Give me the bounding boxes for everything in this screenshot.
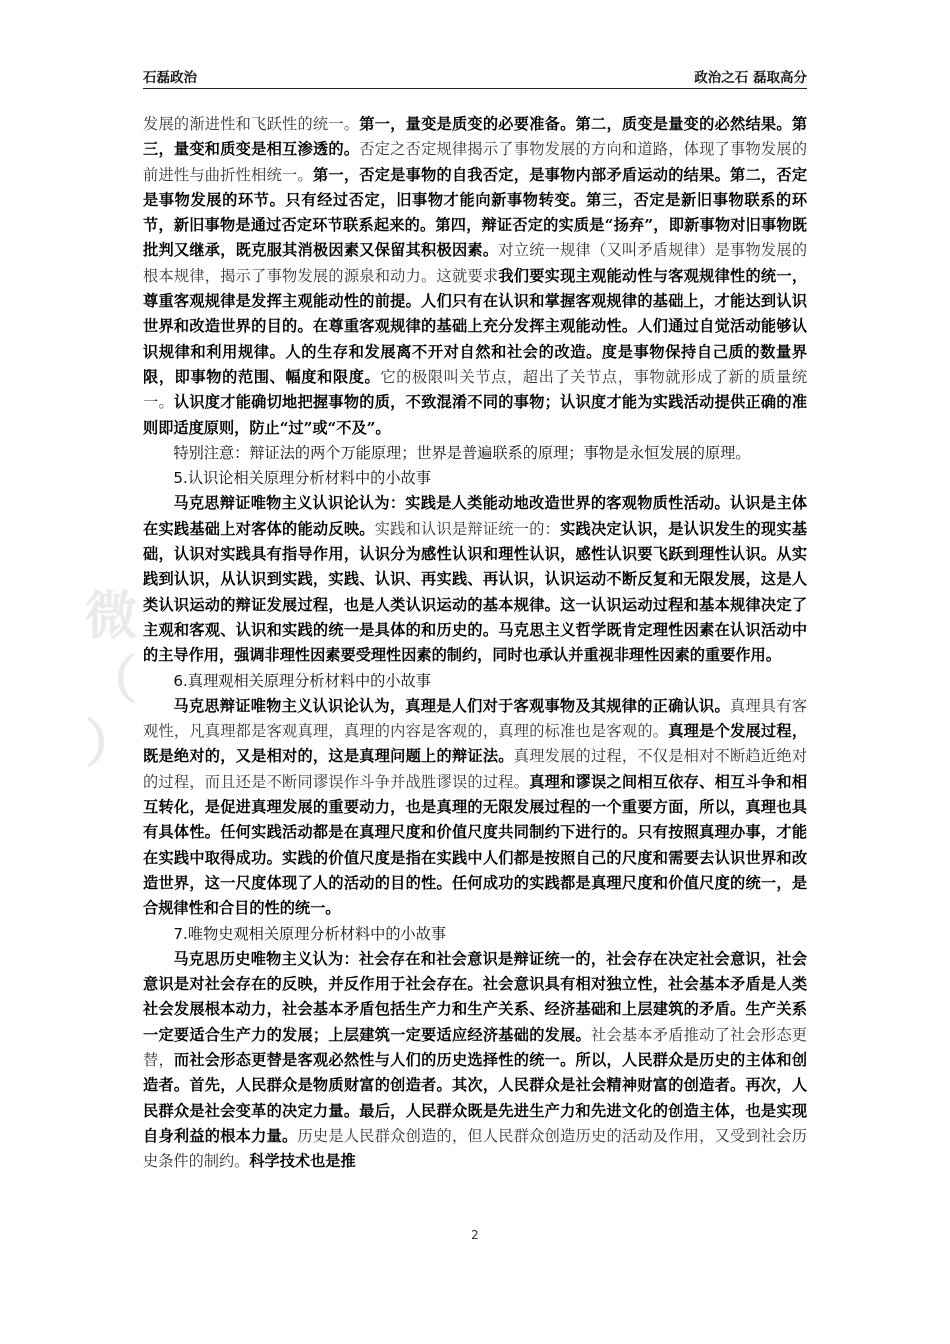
document-body xyxy=(143,112,807,1174)
watermark-line-2: （ xyxy=(85,651,138,711)
section-6-paragraph: 马克思辩证唯物主义认识论认为，真理是人们对于客观事物及其规律的正确认识。真理具有客观性，凡真理都是客观真理，真理的内容是客观的，真理的标准也是客观的。真理是个发展过程，既是绝对的，又是相对的，这是真理问题上的辩证法。真理发展的过程，不仅是相对不断趋近绝对的过程，而且还是不断同谬误作斗争并战胜谬误的过程。真理和谬误之间相互依存、相互斗争和相互转化，是促进真理发展的重要动力，也是真理的无限发展过程的一个重要方面，所以，真理也具有具体性。任何实践活动都是在真理尺度和价值尺度共同制约下进行的。只有按照真理办事，才能在实践中取得成功。实践的价值尺度是指在实践中人们都是按照自己的尺度和需要去认识世界和改造世界，这一尺度体现了人的活动的目的性。任何成功的实践都是真理尺度和价值尺度的统一，是合规律性和合目的性的统一。 xyxy=(143,696,808,918)
section-6-title: 6.真理观相关原理分析材料中的小故事 xyxy=(173,671,431,690)
watermark-line-3: ） xyxy=(85,715,138,775)
page-header xyxy=(143,62,807,89)
paragraph-dialectics-laws: 发展的渐进性和飞跃性的统一。第一，量变是质变的必要准备。第二，质变是量变的必然结果。第三，量变和质变是相互渗透的。否定之否定规律揭示了事物发展的方向和道路，体现了事物发展的前进性与曲折性相统一。第一，否定是事物的自我否定，是事物内部矛盾运动的结果。第二，否定是事物发展的环节。只有经过否定，旧事物才能向新事物转变。第三，否定是新旧事物联系的环节，新旧事物是通过否定环节联系起来的。第四，辩证否定的实质是“扬弃”，即新事物对旧事物既批判又继承，既克服其消极因素又保留其积极因素。对立统一规律（又叫矛盾规律）是事物发展的根本规律，揭示了事物发展的源泉和动力。这就要求我们要实现主观能动性与客观规律性的统一，尊重客观规律是发挥主观能动性的前提。人们只有在认识和掌握客观规律的基础上，才能达到认识世界和改造世界的目的。在尊重客观规律的基础上充分发挥主观能动性。人们通过自觉活动能够认识规律和利用规律。人的生存和发展离不开对自然和社会的改造。度是事物保持自己质的数量界限，即事物的范围、幅度和限度。它的极限叫关节点，超出了关节点，事物就形成了新的质量统一。认识度才能确切地把握事物的质，不致混淆不同的事物；认识度才能为实践活动提供正确的准则即适度原则，防止“过”或“不及”。 xyxy=(143,115,808,437)
section-5-paragraph: 马克思辩证唯物主义认识论认为：实践是人类能动地改造世界的客观物质性活动。认识是主体在实践基础上对客体的能动反映。实践和认识是辩证统一的：实践决定认识，是认识发生的现实基础，认识对实践具有指导作用，认识分为感性认识和理性认识，感性认识要飞跃到理性认识。从实践到认识，从认识到实践，实践、认识、再实践、再认识，认识运动不断反复和无限发展，这是人类认识运动的辩证发展过程，也是人类认识运动的基本规律。这一认识运动过程和基本规律决定了主观和客观、认识和实践的统一是具体的和历史的。马克思主义哲学既肯定理性因素在认识活动中的主导作用，强调非理性因素要受理性因素的制约，同时也承认并重视非理性因素的重要作用。 xyxy=(143,494,808,665)
watermark-line-1: 微 xyxy=(85,587,138,647)
header-left-title: 石磊政治 xyxy=(143,70,197,86)
header-right-slogan: 政治之石 磊取高分 xyxy=(694,70,807,86)
watermark xyxy=(85,585,137,777)
special-note: 特别注意：辩证法的两个万能原理；世界是普遍联系的原理；事物是永恒发展的原理。 xyxy=(173,443,751,462)
section-7-paragraph: 马克思历史唯物主义认为：社会存在和社会意识是辩证统一的，社会存在决定社会意识，社会意识是对社会存在的反映，并反作用于社会存在。社会意识具有相对独立性，社会基本矛盾是人类社会发展根本动力，社会基本矛盾包括生产力和生产关系、经济基础和上层建筑的矛盾。生产关系一定要适合生产力的发展；上层建筑一定要适应经济基础的发展。社会基本矛盾推动了社会形态更替，而社会形态更替是客观必然性与人们的历史选择性的统一。所以，人民群众是历史的主体和创造者。首先，人民群众是物质财富的创造者。其次，人民群众是社会精神财富的创造者。再次，人民群众是社会变革的决定力量。最后，人民群众既是先进生产力和先进文化的创造主体，也是实现自身利益的根本力量。历史是人民群众创造的，但人民群众创造历史的活动及作用，又受到社会历史条件的制约。科学技术也是推 xyxy=(143,949,808,1171)
page-number: 2 xyxy=(471,1228,479,1242)
section-5-title: 5.认识论相关原理分析材料中的小故事 xyxy=(173,469,431,488)
section-7-title: 7.唯物史观相关原理分析材料中的小故事 xyxy=(173,924,447,943)
